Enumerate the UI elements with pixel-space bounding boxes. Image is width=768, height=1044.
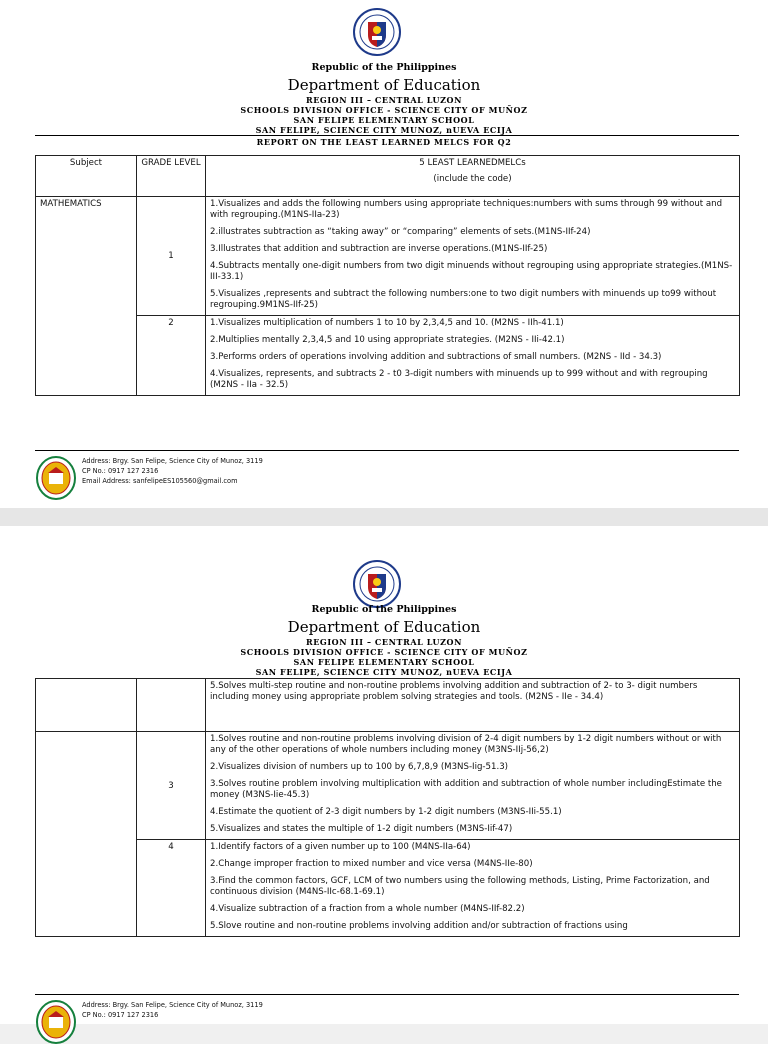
melc-item: 4.Visualizes, represents, and subtracts 2 - t0 3-digit numbers with minuends up to 999 without and with regrouping (M2NS - IIa - 32.5) [210,369,708,390]
school-logo-icon [36,456,76,500]
melc-item: 1.Identify factors of a given number up to 100 (M4NS-IIa-64) [210,842,471,852]
deped-seal-icon [353,8,401,56]
melc-item: 2.Visualizes division of numbers up to 100 by 6,7,8,9 (M3NS-Iig-51.3) [210,762,509,772]
subject-cell: MATHEMATICS [36,197,137,396]
footer-address: Address: Brgy. San Felipe, Science City of Munoz, 3119 [82,1001,263,1009]
table-row [36,679,740,732]
footer-address: Address: Brgy. San Felipe, Science City of Munoz, 3119 [82,457,263,465]
melc-item: 1.Visualizes and adds the following numbers using appropriate techniques:numbers with sums through 99 without and with regrouping.(M1NS-IIa-23) [210,199,723,220]
division-line: SCHOOLS DIVISION OFFICE - SCIENCE CITY OF MUÑOZ [240,647,528,657]
melcs-cell [206,197,740,316]
republic-line: Republic of the Philippines [311,62,457,73]
table-header-row [36,156,740,197]
school-logo-icon [36,1000,76,1044]
header-divider [35,135,739,136]
report-title: REPORT ON THE LEAST LEARNED MELCS FOR Q2 [256,137,512,147]
footer-divider [35,450,739,451]
melcs-header [206,156,740,197]
melc-item: 4.Estimate the quotient of 2-3 digit numbers by 1-2 digit numbers (M3NS-IIi-55.1) [210,807,562,817]
footer-contact [82,1000,263,1020]
document-page-1 [0,0,768,508]
melc-item: 4.Visualize subtraction of a fraction from a whole number (M4NS-IIf-82.2) [210,904,525,914]
footer-email: Email Address: sanfelipeES105560@gmail.com [82,477,238,485]
table-row [36,316,740,396]
melc-item: 5.Solves multi-step routine and non-routine problems involving addition and subtraction of 2- to 3- digit numbers including money using appropriate problem solving strategies and tools. (M2NS - IIe - 34.4) [210,681,698,702]
melc-item: 3.Find the common factors, GCF, LCM of two numbers using the following methods, Listing, Prime Factorization, and continuous division (M4NS-IIc-68.1-69.1) [210,876,710,897]
grade-cell: 2 [137,316,206,396]
grade-cell: 3 [137,732,206,840]
melc-item: 2.Multiplies mentally 2,3,4,5 and 10 using appropriate strategies. (M2NS - IIi-42.1) [210,335,565,345]
melc-item: 5.Visualizes and states the multiple of 1-2 digit numbers (M3NS-Iif-47) [210,824,513,834]
melcs-header-note: (include the code) [433,174,512,184]
melcs-table [35,155,740,396]
melc-item: 3.Illustrates that addition and subtraction are inverse operations.(M1NS-IIf-25) [210,244,548,254]
melc-item: 3.Solves routine problem involving multiplication with addition and subtraction of whole number includingEstimate the money (M3NS-Iie-45.3) [210,779,722,800]
republic-line: Republic of the Philippines [311,604,457,615]
deped-seal-icon [353,560,401,608]
footer-divider [35,994,739,995]
melc-item: 1.Visualizes multiplication of numbers 1 to 10 by 2,3,4,5 and 10. (M2NS - IIh-41.1) [210,318,564,328]
school-line: SAN FELIPE ELEMENTARY SCHOOL [293,115,475,125]
melcs-cell [206,732,740,840]
melcs-table-continued [35,678,740,937]
melc-item: 3.Performs orders of operations involving addition and subtractions of small numbers. (M2NS - IId - 34.3) [210,352,662,362]
school-line: SAN FELIPE ELEMENTARY SCHOOL [293,657,475,667]
department-title: Department of Education [287,618,481,636]
grade-level-header: GRADE LEVEL [137,156,206,197]
melc-item: 1.Solves routine and non-routine problems involving division of 2-4 digit numbers by 1-2 digit numbers without or with any of the other operations of whole numbers including money (M3NS-IIj-56,2) [210,734,722,755]
region-line: REGION III – CENTRAL LUZON [305,95,463,105]
melcs-header-title: 5 LEAST LEARNEDMELCs [419,158,526,168]
melc-item: 2.Change improper fraction to mixed number and vice versa (M4NS-IIe-80) [210,859,533,869]
address-line: SAN FELIPE, SCIENCE CITY MUNOZ, nUEVA ECIJA [255,667,513,677]
grade-cell: 4 [137,840,206,937]
grade-cell [137,679,206,732]
division-line: SCHOOLS DIVISION OFFICE - SCIENCE CITY OF MUÑOZ [240,105,528,115]
melcs-cell [206,316,740,396]
table-row [36,197,740,316]
melc-item: 4.Subtracts mentally one-digit numbers from two digit minuends without regrouping using appropriate strategies.(M1NS-III-33.1) [210,261,733,282]
footer-cp: CP No.: 0917 127 2316 [82,467,159,475]
footer-contact [82,456,263,486]
address-line: SAN FELIPE, SCIENCE CITY MUNOZ, nUEVA ECIJA [255,125,513,135]
page-gap [0,508,768,526]
subject-cell [36,732,137,937]
melc-item: 5.Slove routine and non-routine problems involving addition and/or subtraction of fractions using [210,921,628,931]
subject-cell [36,679,137,732]
melcs-cell [206,679,740,732]
footer-cp: CP No.: 0917 127 2316 [82,1011,159,1019]
table-row [36,840,740,937]
melc-item: 5.Visualizes ,represents and subtract the following numbers:one to two digit numbers with minuends up to99 without regrouping.9M1NS-IIf-25) [210,289,717,310]
region-line: REGION III – CENTRAL LUZON [305,637,463,647]
document-page-2 [0,526,768,1024]
melc-item: 2.illustrates subtraction as “taking away” or “comparing” elements of sets.(M1NS-IIf-24) [210,227,591,237]
subject-header: Subject [36,156,137,197]
grade-cell: 1 [137,197,206,316]
melcs-cell [206,840,740,937]
table-row [36,732,740,840]
department-title: Department of Education [287,76,481,94]
